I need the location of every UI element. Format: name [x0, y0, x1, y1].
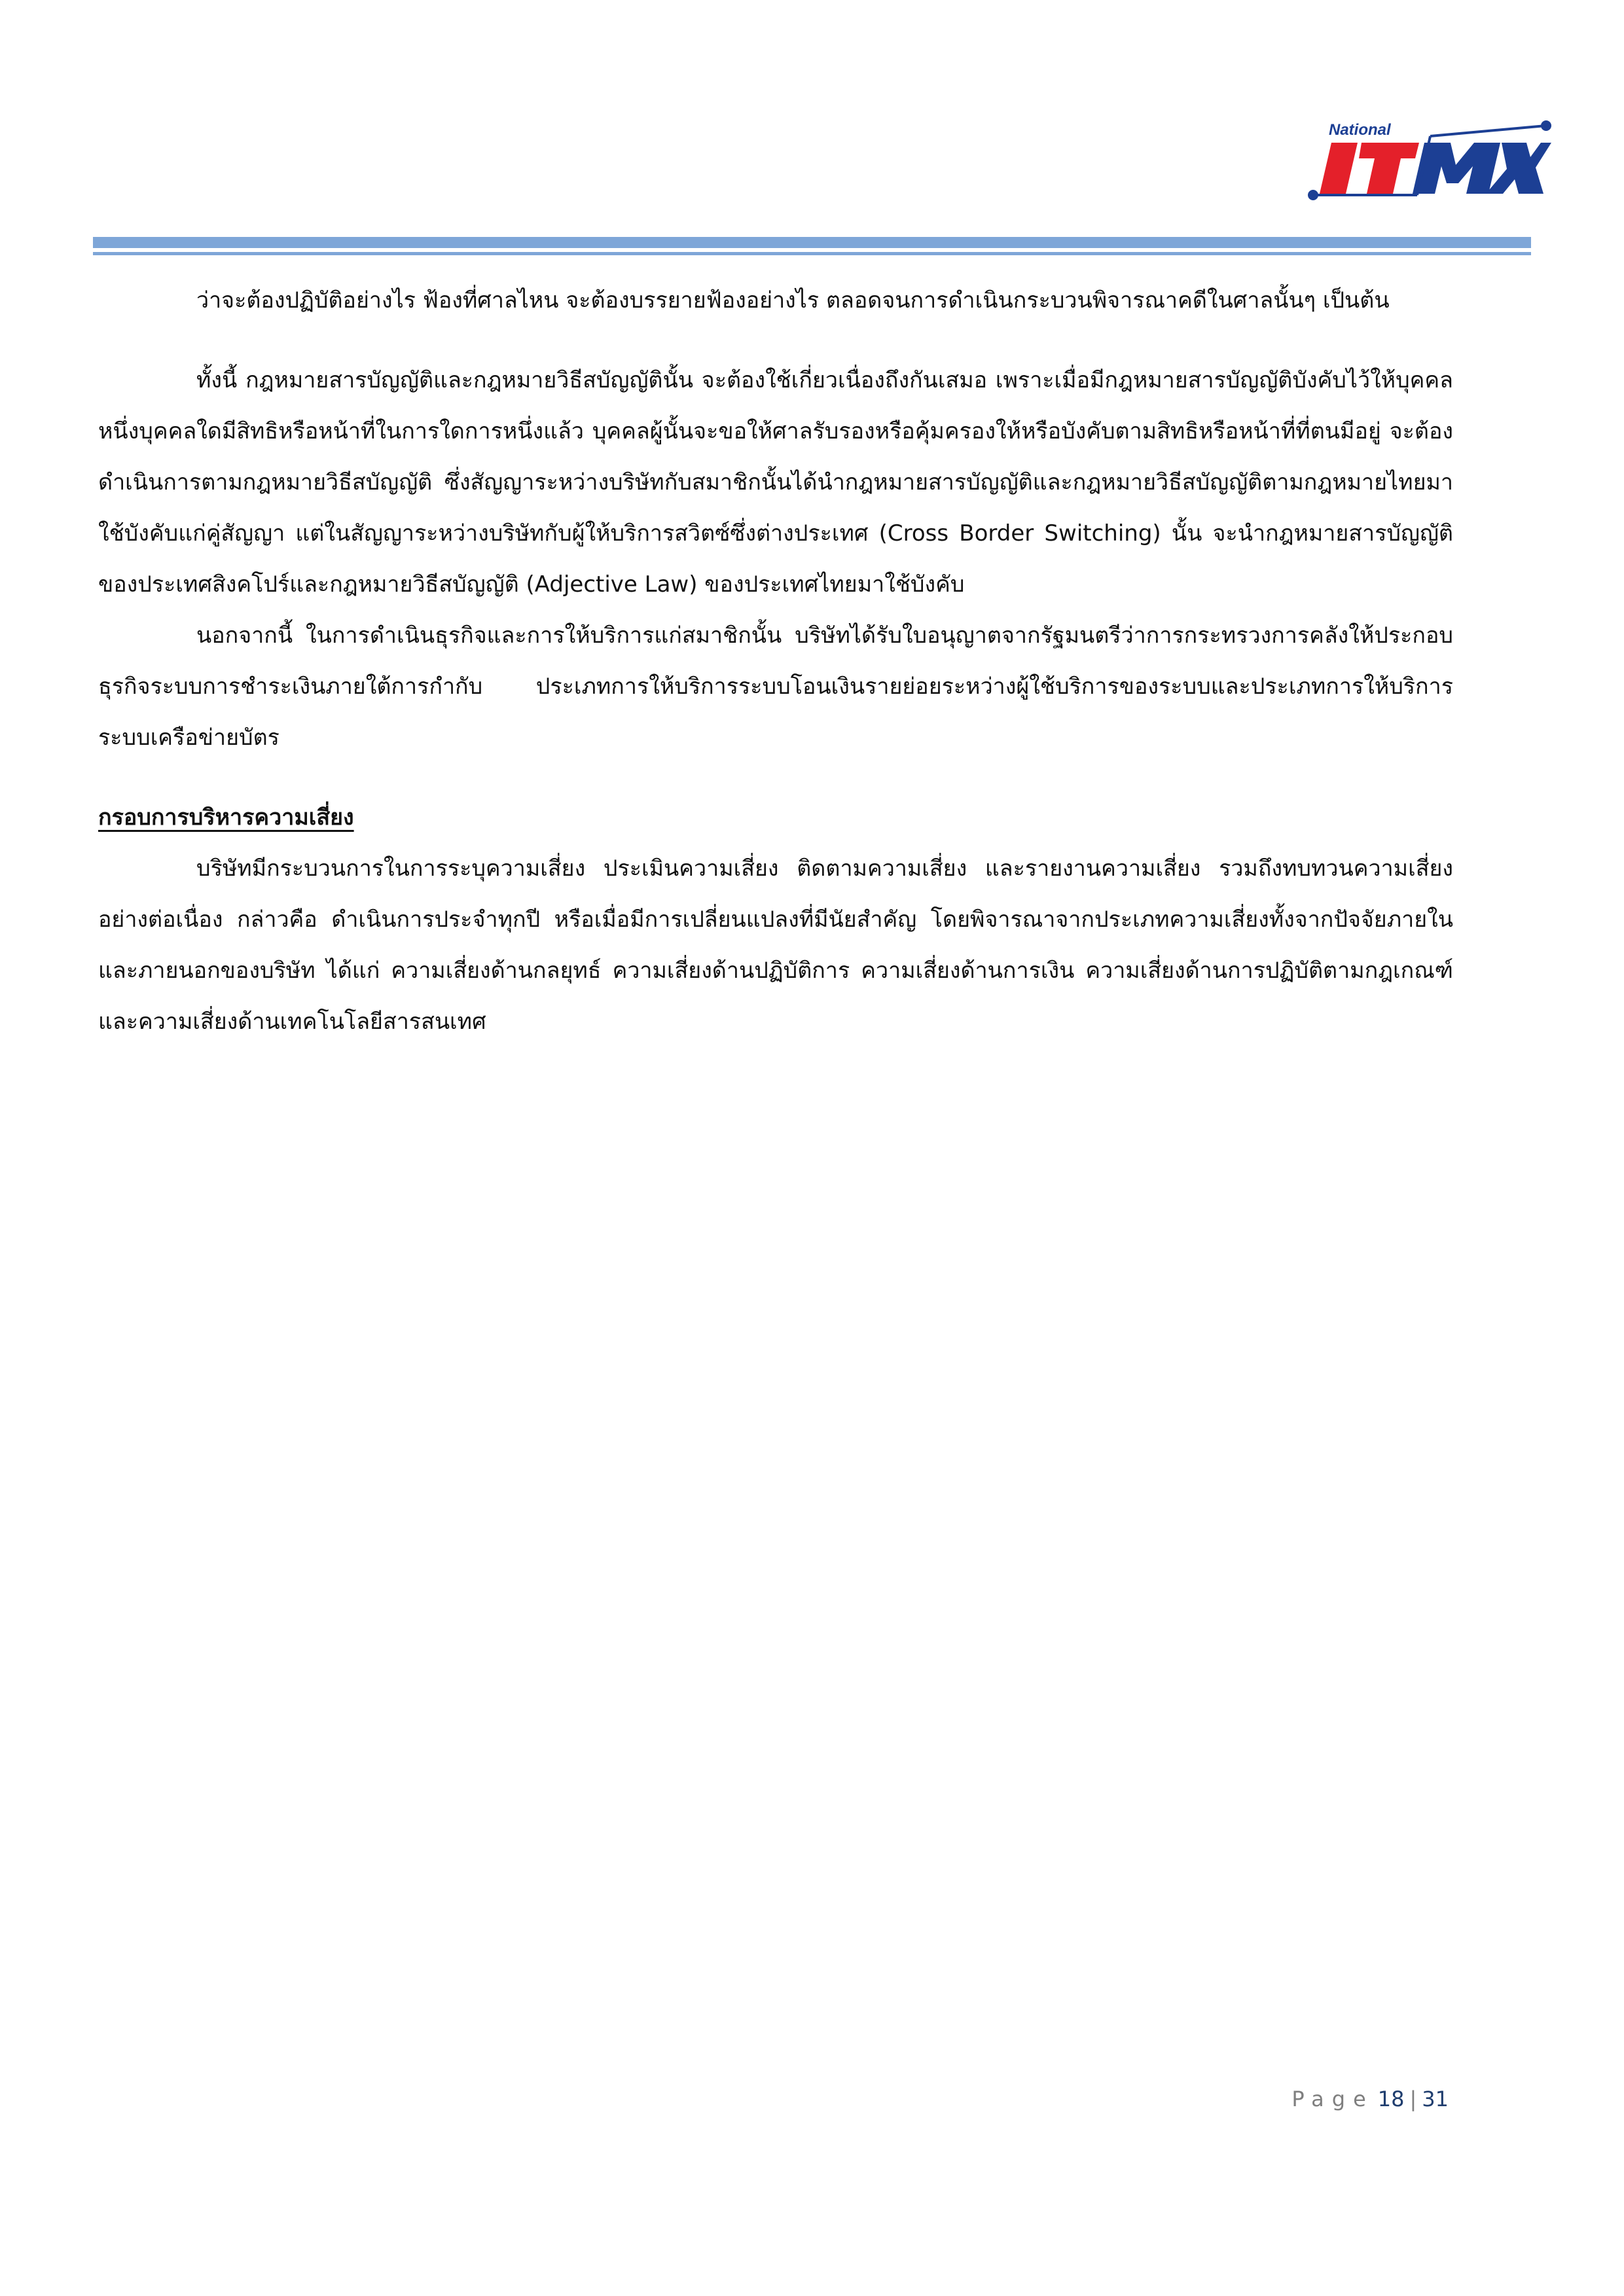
header-rule-thin — [93, 252, 1531, 255]
paragraph-continuation: ว่าจะต้องปฏิบัติอย่างไร ฟ้องที่ศาลไหน จะต้องบรรยายฟ้องอย่างไร ตลอดจนการดำเนินกระบวนพิจารณาคดีในศาลนั้นๆ เป็นต้น — [196, 287, 1390, 314]
page-footer — [1291, 2087, 1449, 2111]
header-rule — [93, 237, 1531, 258]
total-pages-number: 31 — [1422, 2087, 1449, 2111]
logo-small-text: National — [1329, 121, 1391, 139]
page-word: Page — [1291, 2087, 1374, 2111]
current-page-number: 18 — [1377, 2087, 1405, 2111]
header-rule-thick — [93, 237, 1531, 248]
document-body — [98, 275, 1453, 1047]
page-separator: | — [1409, 2087, 1417, 2111]
paragraph-license: นอกจากนี้ ในการดำเนินธุรกิจและการให้บริการแก่สมาชิกนั้น บริษัทได้รับใบอนุญาตจากรัฐมนตรีว่าการกระทรวงการคลังให้ประกอบธุรกิจระบบการชำระเงินภายใต้การกำกับ ประเภทการให้บริการระบบโอนเงินรายย่อยระหว่างผู้ใช้บริการของระบบและประเภทการให้บริการระบบเครือข่ายบัตร — [98, 622, 1453, 751]
section-heading-risk: กรอบการบริหารความเสี่ยง — [98, 804, 354, 831]
paragraph-laws: ทั้งนี้ กฎหมายสารบัญญัติและกฎหมายวิธีสบัญญัตินั้น จะต้องใช้เกี่ยวเนื่องถึงกันเสมอ เพราะเมื่อมีกฎหมายสารบัญญัติบังคับไว้ให้บุคคลหนึ่งบุคคลใดมีสิทธิหรือหน้าที่ในการใดการหนึ่งแล้ว บุคคลผู้นั้นจะขอให้ศาลรับรองหรือคุ้มครองให้หรือบังคับตามสิทธิหรือหน้าที่ที่ตนมีอยู่ จะต้องดำเนินการตามกฎหมายวิธีสบัญญัติ ซึ่งสัญญาระหว่างบริษัทกับสมาชิกนั้นได้นำกฎหมายสารบัญญัติและกฎหมายวิธีสบัญญัติตามกฎหมายไทยมาใช้บังคับแก่คู่สัญญา แต่ในสัญญาระหว่างบริษัทกับผู้ให้บริการสวิตซ์ซึ่งต่างประเทศ (Cross Border Switching) นั้น จะนำกฎหมายสารบัญญัติของประเทศสิงคโปร์และกฎหมายวิธีสบัญญัติ (Adjective Law) ของประเทศไทยมาใช้บังคับ — [98, 367, 1453, 598]
itmx-logo — [1303, 117, 1551, 205]
paragraph-risk: บริษัทมีกระบวนการในการระบุความเสี่ยง ประเมินความเสี่ยง ติดตามความเสี่ยง และรายงานความเสี่ยง รวมถึงทบทวนความเสี่ยงอย่างต่อเนื่อง กล่าวคือ ดำเนินการประจำทุกปี หรือเมื่อมีการเปลี่ยนแปลงที่มีนัยสำคัญ โดยพิจารณาจากประเภทความเสี่ยงทั้งจากปัจจัยภายใน และภายนอกของบริษัท ได้แก่ ความเสี่ยงด้านกลยุทธ์ ความเสี่ยงด้านปฏิบัติการ ความเสี่ยงด้านการเงิน ความเสี่ยงด้านการปฏิบัติตามกฎเกณฑ์ และความเสี่ยงด้านเทคโนโลยีสารสนเทศ — [98, 855, 1453, 1035]
